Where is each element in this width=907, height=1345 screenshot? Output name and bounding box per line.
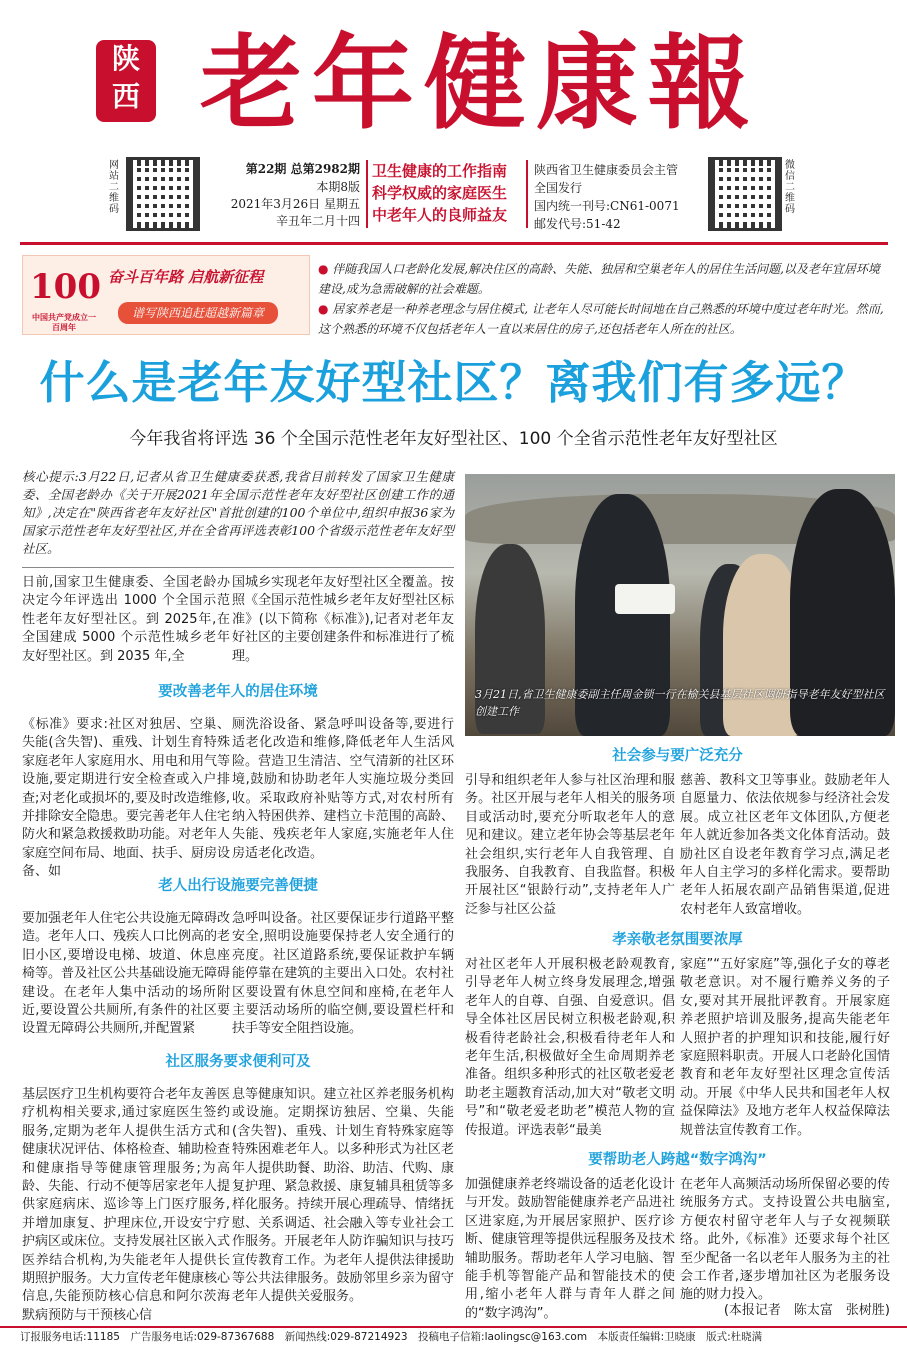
- article-subhead: 今年我省将评选 36 个全国示范性老年友好型社区、100 个全省示范性老年友好型社区: [129, 429, 778, 449]
- newspaper-title: 老年健康報: [200, 24, 760, 144]
- slogan-line: 中老年人的良师益友: [372, 206, 508, 224]
- bullet-icon: ●: [318, 262, 333, 276]
- section-text: 厕洗浴设备、紧急呼叫设备等,要进行适老化改造和维修,降低老年人生活风险。营造卫生清洁、空气清新的社区环境,鼓励和协助老年人实施垃圾分类回收。采取政府补贴等方式,对农村所有纳入特困供养、建档立卡范围的高龄、失能、残疾老年人家庭,实施老年人住房适老化改造。: [232, 717, 454, 861]
- masthead-rule: [20, 242, 888, 245]
- intro-text: 伴随我国人口老龄化发展,解决住区的高龄、失能、独居和空巢老年人的居住生活问题,以及老年宜居环境建设,成为急需破解的社会难题。: [318, 262, 880, 296]
- divider: [22, 567, 454, 568]
- page-count: 本期8版: [316, 180, 360, 194]
- slogan-line: 科学权威的家庭医生: [372, 184, 508, 202]
- section-heading-digital: 要帮助老人跨越“数字鸿沟”: [588, 1152, 767, 1168]
- section-heading-respect: 孝亲敬老氛围要浓厚: [612, 932, 743, 948]
- section-text: 《标准》要求:社区对独居、空巢、失能(含失智)、重残、计划生育特殊家庭老年人家庭用水、用电和用气等设施,要定期进行安全检查或入户排查;对老化或损坏的,要及时改造维修,并排除安全隐患。要完善老年人住宅防火和紧急救援救助功能。对老年人家庭空间布局、地面、扶手、厨房设备、如: [22, 717, 231, 880]
- section-text: 急呼叫设备。社区要保证步行道路平整安全,照明设施要保持老人安全通行的亮度。社区道路系统,要保证救护车辆能停靠在建筑的主要出入口处。农村社区要设置有休息空间和座椅,在老年人主要活动场所的临空侧,要设置栏杆和扶手等安全阻挡设施。: [232, 911, 454, 1037]
- website-qr-code[interactable]: [126, 157, 200, 231]
- section-text: 基层医疗卫生机构要符合老年友善医疗机构相关要求,通过家庭医生签约服务,定期为老年人提供生活方式和健康状况评估、体格检查、辅助检查和健康指导等健康管理服务;为高龄、失能、行动不便等居家老年人提供家庭病床、巡诊等上门医疗服务,并增加康复、护理床位,开设安宁疗护病区或床位。支持发展社区嵌入式医养结合机构,为失能老年人提供长期照护服务。大力宣传老年健康核心信息,失能预防核心信息和阿尔茨海默病预防与干预核心信: [22, 1087, 231, 1323]
- section-text: 在老年人高频活动场所保留必要的传统服务方式。支持设置公共电脑室,方便农村留守老年人与子女视频联络。此外,《标准》还要求每个社区至少配备一名以老年人服务为主的社会工作者,逐步增加社区为老服务设施的财力投入。: [680, 1177, 890, 1303]
- lunar-date: 辛丑年二月十四: [275, 214, 360, 228]
- intro-item: [318, 299, 888, 339]
- section-text: 引导和组织老年人参与社区治理和服务。社区开展与老年人相关的服务项目或活动时,要充分听取老年人的意见和建议。建立老年协会等基层老年社会组织,实行老年人自我管理、自我服务、自我教育、自我监督。积极开展社区“银龄行动”,支持老年人广泛参与社区公益: [465, 773, 675, 917]
- intro-paragraph-right: 国城乡实现老年友好型社区全覆盖。按照《全国示范性城乡老年友好型社区标准》(以下简称《标准》),记者对老年友好社区的主要创建条件和标准进行了梳理。: [232, 575, 454, 664]
- slogan-line: 卫生健康的工作指南: [372, 162, 508, 180]
- intro-paragraph-left: 日前,国家卫生健康委、全国老龄办决定今年评选出 1000 个全国示范性老年友好型社区。到 2025年,在全国建成 5000 个示范性城乡老年友好型社区。到 2035 年,全: [22, 575, 230, 664]
- bullet-icon: ●: [318, 302, 333, 316]
- website-qr-label: 网站二维码: [109, 160, 119, 215]
- seal-char-2: 西: [111, 80, 140, 113]
- section-text: 要加强老年人住宅公共设施无障碍改造。老年人口、残疾人口比例高的老旧小区,要增设电梯、坡道、休息座椅等。普及社区公共基础设施无障碍建设。在老年人集中活动的场所附近,要设置公共厕所,有条件的社区要设置无障碍公共厕所,并配置紧: [22, 911, 231, 1037]
- slogan-block: [372, 160, 507, 226]
- centenary-number: 100: [30, 267, 101, 307]
- publisher-block: [534, 161, 680, 233]
- centenary-logo: [30, 262, 101, 332]
- photo-caption: 3月21日,省卫生健康委副主任周金锁一行在榆关县基层社区调研指导老年友好型社区创建工作: [475, 688, 885, 718]
- section-heading-service: 社区服务要求便利可及: [165, 1054, 311, 1070]
- publisher-line: 陕西省卫生健康委员会主管: [534, 163, 679, 177]
- issue-number: 第22期 总第2982期: [245, 162, 360, 176]
- divider: [526, 160, 528, 228]
- footer-contacts: 订报服务电话:11185 广告服务电话:029-87367688 新闻热线:029-87214923 投稿电子信箱:laolingsc@163.com 本版责任编辑:卫晓康 版式:杜晓满: [0, 1326, 907, 1345]
- photo-document: [615, 584, 675, 614]
- publish-date: 2021年3月26日 星期五: [230, 197, 360, 211]
- intro-notes: [318, 259, 888, 339]
- seal-char-1: 陕: [111, 42, 140, 75]
- key-points: 核心提示:3月22日,记者从省卫生健康委获悉,我省目前转发了国家卫生健康委、全国老龄办《关于开展2021年全国示范性老年友好型社区创建工作的通知》,决定在"陕西省老年友好社区"首批创建的100个单位中,组织申报36家为国家示范性老年友好型社区,并在全省再评选表彰100个省级示范性老年友好型社区。: [22, 469, 454, 556]
- publisher-line: 国内统一刊号:CN61-0071: [534, 199, 680, 213]
- province-seal: [96, 40, 156, 122]
- intro-item: [318, 259, 888, 299]
- wechat-qr-label: 微信二维码: [785, 160, 795, 215]
- section-text: 息等健康知识。建立社区养老服务机构或设施。定期探访独居、空巢、失能(含失智)、重残、计划生育特殊家庭等特殊困难老年人。以多种形式为社区老年人提供助餐、助浴、助洁、代购、康复护理、紧急救援、康复辅具租赁等多样化服务。持续开展心理疏导、情绪抚慰、关系调适、社会融入等专业社会工作服务。开展老年人防诈骗知识与技巧宣传教育工作。为老年人提供法律援助等公共法律服务。鼓励邻里乡亲为留守老年人提供关爱服务。: [232, 1087, 454, 1305]
- publisher-line: 全国发行: [534, 181, 583, 195]
- wechat-qr-code[interactable]: [708, 157, 782, 231]
- section-heading-travel: 老人出行设施要完善便捷: [158, 878, 318, 894]
- intro-text: 居家养老是一种养老理念与居住模式, 让老年人尽可能长时间地在自己熟悉的环境中度过老年时光。然而,这个熟悉的环境不仅包括老年人一直以来居住的房子,还包括老年人所在的社区。: [318, 302, 884, 336]
- divider: [366, 160, 368, 228]
- byline: (本报记者 陈太富 张树胜): [723, 1303, 890, 1318]
- centenary-caption: 中国共产党成立一百周年: [32, 312, 96, 332]
- section-text: 加强健康养老终端设备的适老化设计与开发。鼓励智能健康养老产品进社区进家庭,为开展居家照护、医疗诊断、健康管理等提供远程服务及技术辅助服务。帮助老年人学习电脑、智能手机等智能产品和智能技术的使用,缩小老年人群与青年人群之间的“数字鸿沟”。: [465, 1177, 675, 1321]
- section-text: 家庭”“五好家庭”等,强化子女的尊老敬老意识。对不履行赡养义务的子女,要对其开展批评教育。开展家庭养老照护培训及服务,提高失能老年人照护者的护理知识和技能,履行好家庭照料职责。开展人口老龄化国情教育和老年友好型社区理念宣传活动。开展《中华人民共和国老年人权益保障法》及地方老年人权益保障法规普法宣传教育工作。: [680, 957, 890, 1138]
- section-text: 慈善、教科文卫等事业。鼓励老年人自愿量力、依法依规参与经济社会发展。成立社区老年文体团队,方便老年人就近参加各类文化体育活动。鼓励社区自设老年教育学习点,满足老年人自主学习的多样化需求。要帮助老年人拓展农副产品销售渠道,促进农村老年人致富增收。: [680, 773, 890, 917]
- banner-pill: 谱写陕西追赶超越新篇章: [118, 302, 278, 324]
- section-text: 对社区老年人开展积极老龄观教育,引导老年人树立终身发展理念,增强老年人的自尊、自强、自爱意识。倡导全体社区居民树立积极老龄观,积极看待老龄社会,积极看待老年人和老年生活,积极做好全生命周期养老准备。组织多种形式的社区敬老爱老助老主题教育活动,加大对“敬老文明号”和“敬老爱老助老”模范人物的宣传报道。评选表彰“最美: [465, 957, 675, 1138]
- publisher-line: 邮发代号:51-42: [534, 217, 621, 231]
- article-headline: 什么是老年友好型社区？离我们有多远？: [39, 356, 868, 409]
- banner-slogan: 奋斗百年路 启航新征程: [108, 268, 264, 286]
- section-heading-participation: 社会参与要广泛充分: [612, 748, 743, 764]
- section-heading-living: 要改善老年人的居住环境: [158, 684, 318, 700]
